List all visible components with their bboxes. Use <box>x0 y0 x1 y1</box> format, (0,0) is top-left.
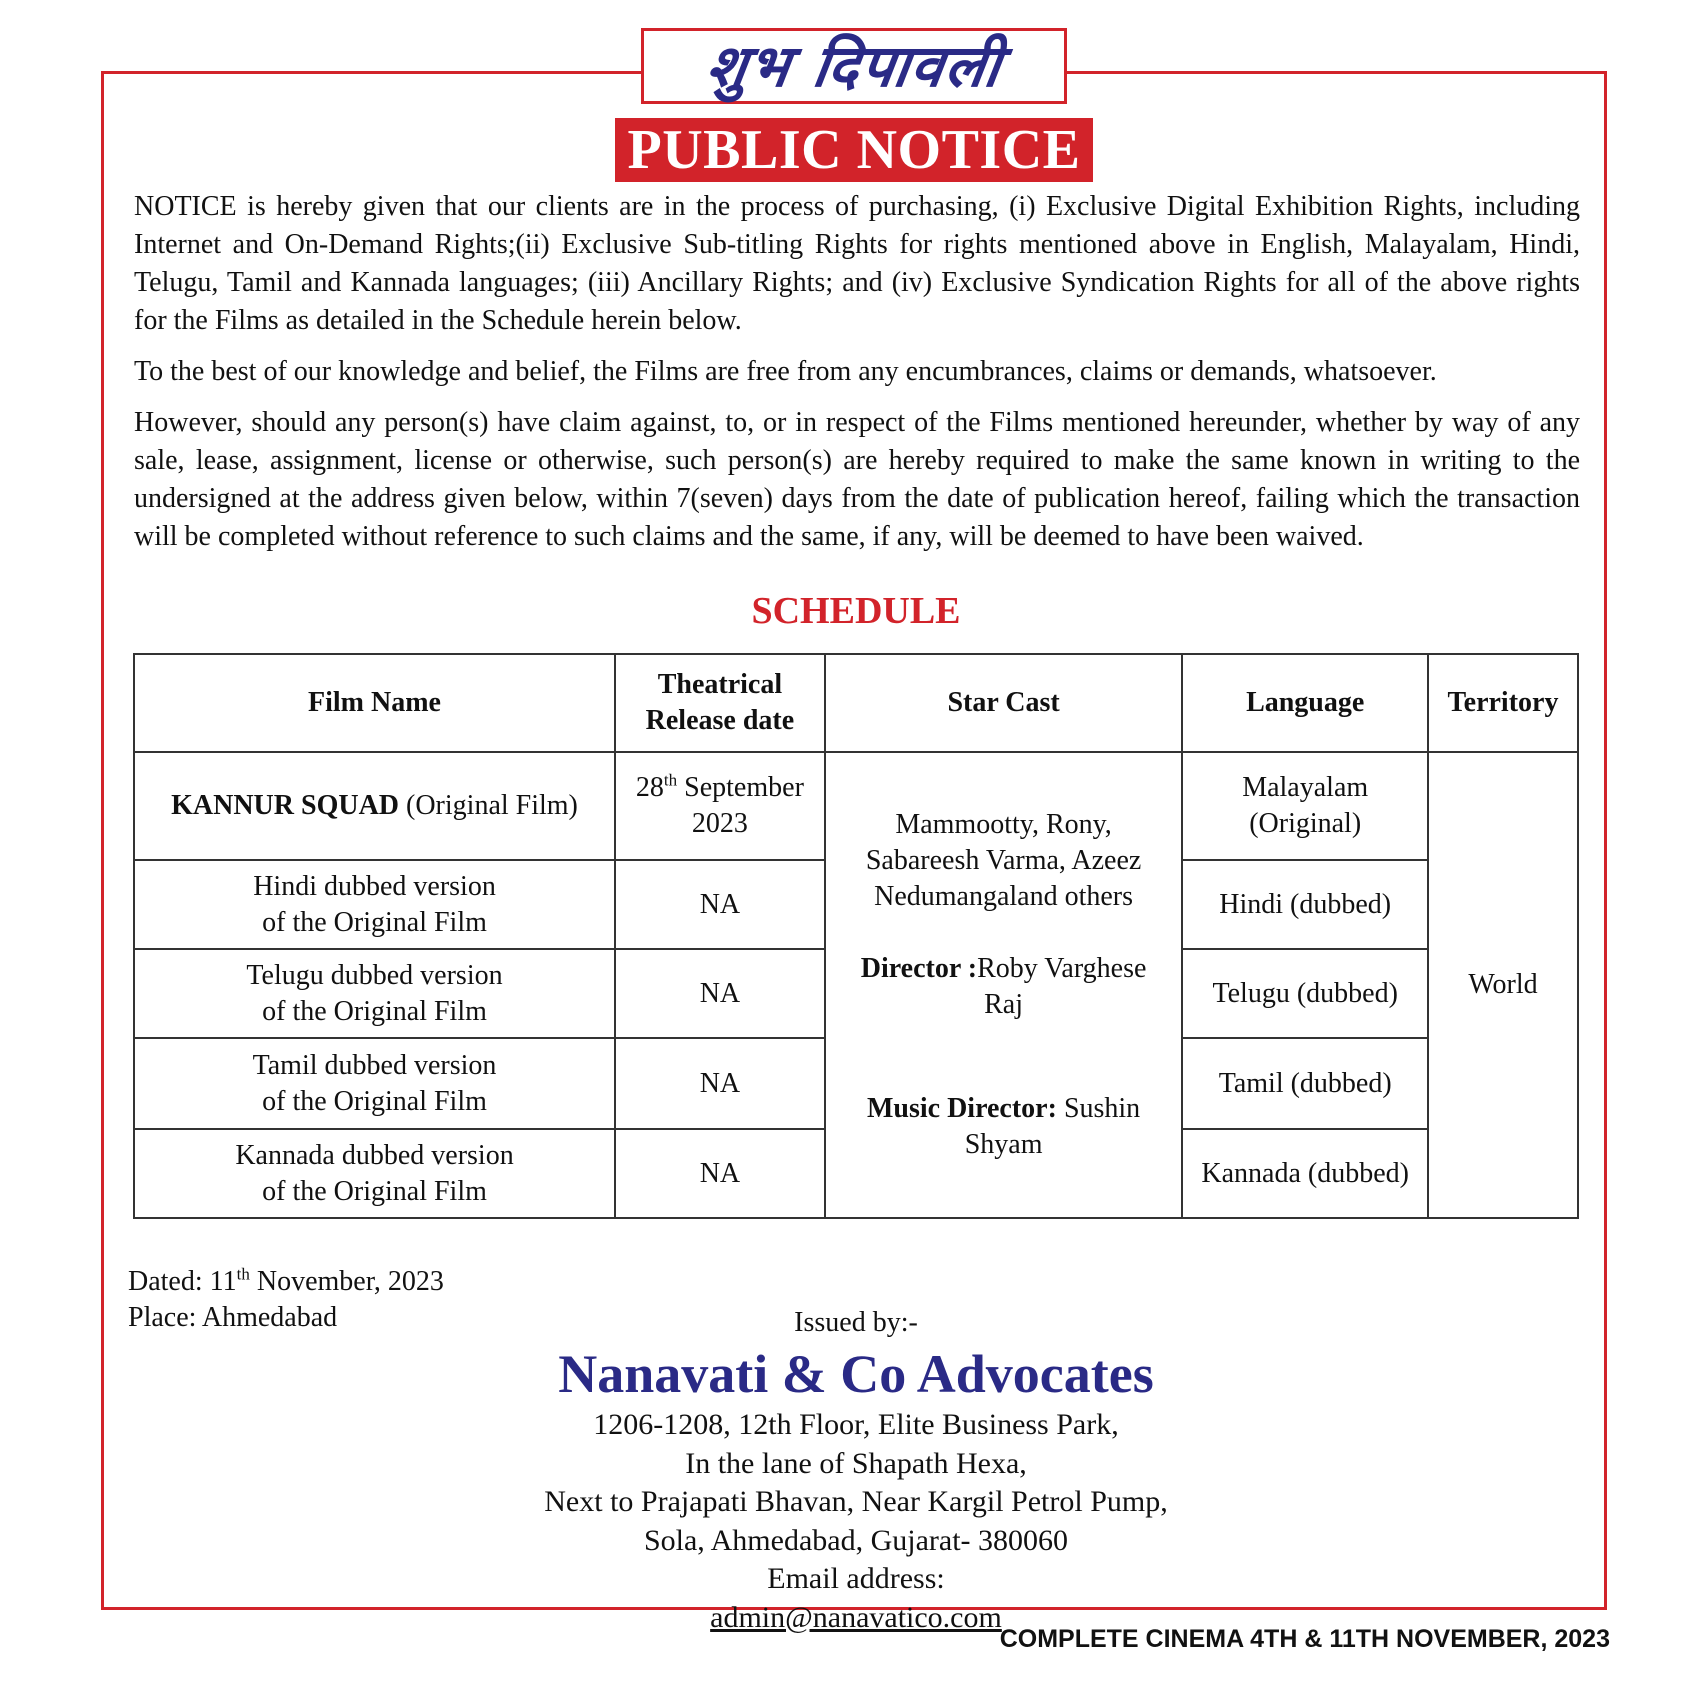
logo-text: शुभ दिपावली <box>701 32 1007 100</box>
director-line <box>832 951 1176 987</box>
release-date-cell <box>615 752 825 860</box>
table-header-row <box>134 654 1578 752</box>
film-name-cell <box>134 1038 615 1129</box>
release-day-suffix: th <box>663 770 678 790</box>
release-month: September <box>677 772 804 803</box>
schedule-table <box>133 653 1579 1219</box>
header-film-name: Film Name <box>134 654 615 752</box>
music-director-line <box>832 1091 1176 1127</box>
film-line1: Kannada dubbed version <box>235 1139 514 1171</box>
release-day: 28 <box>635 772 664 803</box>
header-release-line2: Release date <box>645 705 795 736</box>
header-language: Language <box>1182 654 1428 752</box>
language-cell: Kannada (dubbed) <box>1182 1129 1428 1218</box>
release-date-cell: NA <box>615 1129 825 1218</box>
film-title-note: (Original Film) <box>399 790 578 821</box>
notice-paragraph-1: NOTICE is hereby given that our clients are in the process of purchasing, (i) Exclusive Digital Exhibition Rights, including Internet and On-Demand Rights;(ii) Exclusive Sub-titling Rights for rights mentioned above in English, Malayalam, Hindi, Telugu, Tamil and Kannada languages; (iii) Ancillary Rights; and (iv) Exclusive Syndication Rights for all of the above rights for the Films as detailed in the Schedule herein below. <box>134 191 1580 336</box>
film-name-cell <box>134 1129 615 1218</box>
place-line: Place: Ahmedabad <box>128 1302 338 1333</box>
public-notice-banner: PUBLIC NOTICE <box>615 118 1093 182</box>
header-release-date <box>615 654 825 752</box>
director-name: Roby Varghese <box>977 953 1147 984</box>
address-line-4: Sola, Ahmedabad, Gujarat- 380060 <box>643 1523 1069 1557</box>
music-director-label: Music Director: <box>866 1093 1057 1124</box>
language-cell <box>1182 752 1428 860</box>
header-star-cast: Star Cast <box>825 654 1183 752</box>
notice-paragraph-3: However, should any person(s) have claim against, to, or in respect of the Films mentioned hereunder, whether by way of any sale, lease, assignment, license or otherwise, such person(s) are hereby required to make the same known in writing to the undersigned at the address given below, within 7(seven) days from the date of publication hereof, failing which the transaction will be completed without reference to such claims and the same, if any, will be deemed to have been waived. <box>134 407 1580 552</box>
release-date-cell: NA <box>615 1038 825 1129</box>
territory-cell: World <box>1428 752 1578 1218</box>
language-cell: Tamil (dubbed) <box>1182 1038 1428 1129</box>
dated-label: Dated: 11 <box>128 1266 237 1297</box>
film-line1: Telugu dubbed version <box>246 959 503 991</box>
firm-name: Nanavati & Co Advocates <box>558 1344 1154 1404</box>
release-date-cell: NA <box>615 860 825 949</box>
notice-paragraph-2: To the best of our knowledge and belief, the Films are free from any encumbrances, claims or demands, whatsoever. <box>134 356 1437 387</box>
schedule-title: SCHEDULE <box>751 590 961 632</box>
dated-rest: November, 2023 <box>249 1266 444 1297</box>
issued-by-label: Issued by:- <box>794 1307 918 1338</box>
header-territory: Territory <box>1428 654 1578 752</box>
shubh-dipavali-logo <box>641 28 1067 104</box>
film-line2: of the Original Film <box>262 995 487 1027</box>
film-line2: of the Original Film <box>262 906 487 938</box>
release-date-cell: NA <box>615 949 825 1038</box>
language-line2: (Original) <box>1249 808 1362 839</box>
film-line1: Hindi dubbed version <box>253 870 496 902</box>
table-row <box>134 752 1578 860</box>
publication-footer: COMPLETE CINEMA 4TH & 11TH NOVEMBER, 2023 <box>999 1625 1610 1653</box>
address-line-3: Next to Prajapati Bhavan, Near Kargil Petrol Pump, <box>544 1485 1168 1518</box>
language-cell: Telugu (dubbed) <box>1182 949 1428 1038</box>
star-cast-cell <box>825 752 1183 1218</box>
email-label: Email address: <box>767 1562 945 1595</box>
film-name-cell <box>134 860 615 949</box>
release-year: 2023 <box>691 808 748 839</box>
address-line-1: 1206-1208, 12th Floor, Elite Business Park, <box>593 1408 1119 1441</box>
cast-line-1: Mammootty, Rony, <box>895 809 1112 840</box>
language-line1: Malayalam <box>1242 772 1369 803</box>
email-link[interactable]: admin@nanavatico.com <box>710 1600 1002 1634</box>
cast-line-3: Nedumangaland others <box>874 881 1134 912</box>
director-label: Director : <box>860 953 978 984</box>
film-line2: of the Original Film <box>262 1085 487 1117</box>
language-cell: Hindi (dubbed) <box>1182 860 1428 949</box>
film-name-cell <box>134 949 615 1038</box>
address-line-2: In the lane of Shapath Hexa, <box>685 1446 1027 1480</box>
director-name-line2: Raj <box>984 989 1024 1020</box>
header-release-line1: Theatrical <box>657 669 783 700</box>
film-name-cell <box>134 752 615 860</box>
cast-line-2: Sabareesh Varma, Azeez <box>865 845 1142 876</box>
film-title: KANNUR SQUAD <box>171 790 400 821</box>
dated-suffix: th <box>236 1264 250 1284</box>
music-director-name-line2: Shyam <box>964 1129 1043 1160</box>
film-line1: Tamil dubbed version <box>252 1049 497 1081</box>
film-line2: of the Original Film <box>262 1175 487 1207</box>
dated-line <box>128 1264 444 1300</box>
music-director-name: Sushin <box>1056 1093 1141 1124</box>
address-block <box>0 1406 1700 1637</box>
